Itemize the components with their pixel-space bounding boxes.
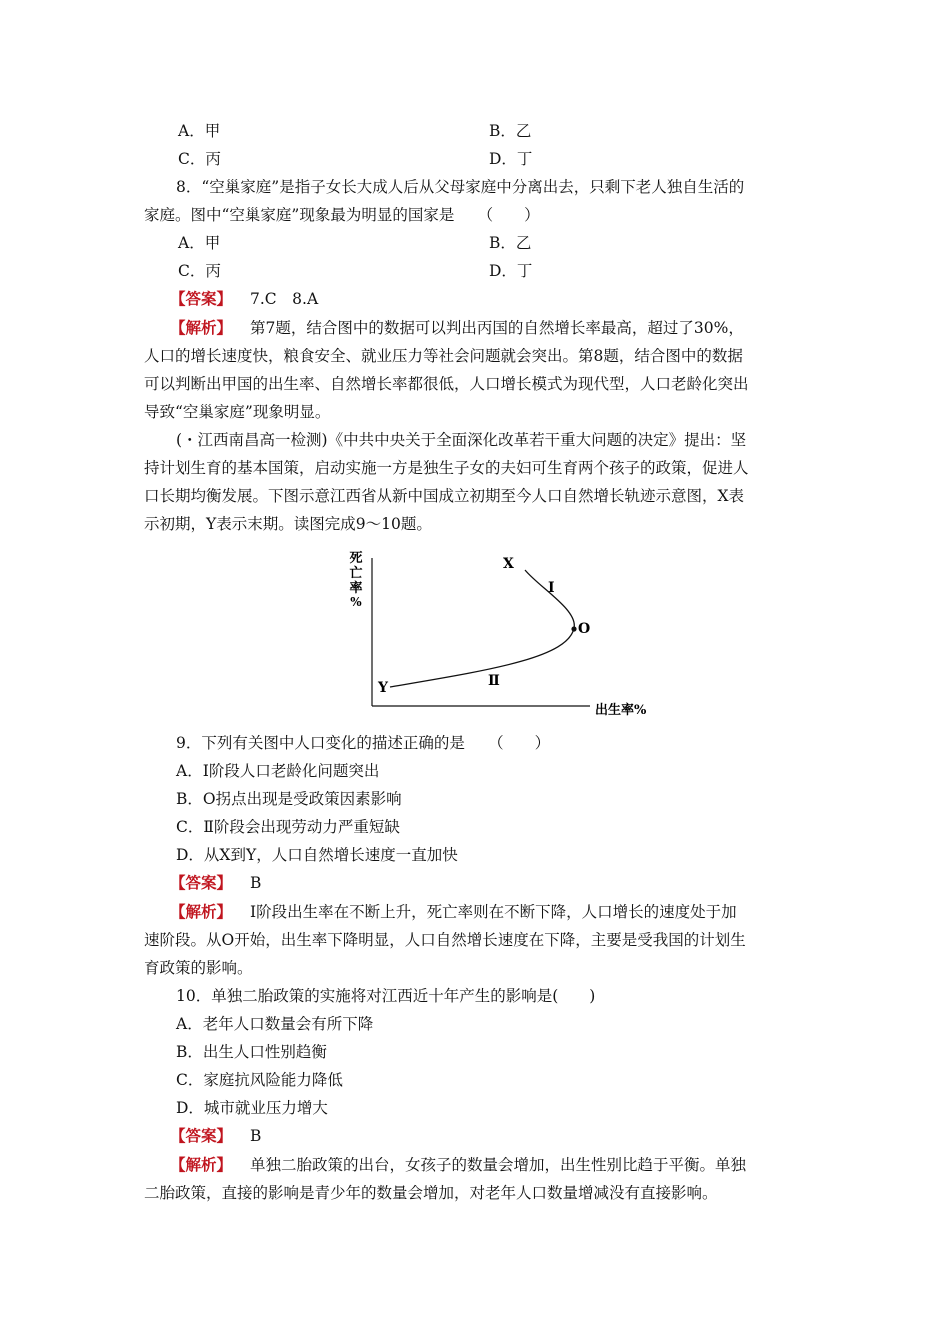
q8-option-c: C．丙 xyxy=(178,262,221,280)
explanation-7-8-line4: 导致“空巢家庭”现象明显。 xyxy=(144,403,331,421)
explanation-10-line1 xyxy=(170,1155,746,1175)
intro-line1: (・江西南昌高一检测)《中共中央关于全面深化改革若干重大问题的决定》提出：坚 xyxy=(176,431,747,449)
y-axis-label-char-3: 率 xyxy=(349,581,363,596)
explanation-tag: 【解析】 xyxy=(170,902,233,921)
answer-tag: 【答案】 xyxy=(170,873,233,892)
inflection-point-o xyxy=(571,626,576,631)
segment-i-label: I xyxy=(548,580,555,596)
q8-stem-line1: 8．“空巢家庭”是指子女长大成人后从父母家庭中分离出去，只剩下老人独自生活的 xyxy=(176,178,745,196)
q9-option-b: B．O拐点出现是受政策因素影响 xyxy=(176,790,402,808)
explanation-7-8-line1 xyxy=(170,318,744,338)
answer-10 xyxy=(170,1126,261,1146)
explanation-9-line1 xyxy=(170,902,737,922)
q10-option-c: C．家庭抗风险能力降低 xyxy=(176,1071,343,1089)
answer-9 xyxy=(170,873,261,893)
q8-option-b: B．乙 xyxy=(489,234,532,252)
explanation-7-8-line3: 可以判断出甲国的出生率、自然增长率都很低，人口增长模式为现代型，人口老龄化突出 xyxy=(144,375,749,393)
point-o-label: O xyxy=(578,621,591,637)
answer-text: B xyxy=(250,1127,262,1145)
explanation-text: 第7题，结合图中的数据可以判出丙国的自然增长率最高，超过了30%， xyxy=(250,319,744,337)
q7-option-c: C．丙 xyxy=(178,150,221,168)
answer-text: B xyxy=(250,874,262,892)
answer-text: 7.C 8.A xyxy=(250,290,319,308)
explanation-9-line2: 速阶段。从O开始，出生率下降明显，人口自然增长速度在下降，主要是受我国的计划生 xyxy=(144,931,746,949)
intro-line3: 口长期均衡发展。下图示意江西省从新中国成立初期至今人口自然增长轨迹示意图，X表 xyxy=(144,487,745,505)
q10-option-d: D．城市就业压力增大 xyxy=(176,1099,328,1117)
x-axis-label: 出生率% xyxy=(595,703,647,718)
intro-line2: 持计划生育的基本国策，启动实施一方是独生子女的夫妇可生育两个孩子的政策，促进人 xyxy=(144,459,749,477)
q7-option-b: B．乙 xyxy=(489,122,532,140)
explanation-tag: 【解析】 xyxy=(170,1155,233,1174)
segment-ii-label: Ⅱ xyxy=(488,673,500,689)
answer-tag: 【答案】 xyxy=(170,1126,233,1145)
answer-tag: 【答案】 xyxy=(170,289,233,308)
q8-stem-line2: 家庭。图中“空巢家庭”现象最为明显的国家是 （ ） xyxy=(144,206,540,224)
q10-option-b: B．出生人口性别趋衡 xyxy=(176,1043,327,1061)
y-axis-label-char-1: 死 xyxy=(349,551,363,566)
q7-option-a: A．甲 xyxy=(178,122,221,140)
q10-stem: 10．单独二胎政策的实施将对江西近十年产生的影响是( ) xyxy=(176,987,596,1005)
q10-option-a: A．老年人口数量会有所下降 xyxy=(176,1015,374,1033)
population-trajectory-chart xyxy=(340,540,660,725)
q9-option-a: A．Ⅰ阶段人口老龄化问题突出 xyxy=(176,762,380,780)
answer-7-8 xyxy=(170,289,318,309)
q7-option-d: D．丁 xyxy=(489,150,533,168)
q9-stem: 9．下列有关图中人口变化的描述正确的是 （ ） xyxy=(176,734,551,752)
y-axis-label-char-2: 亡 xyxy=(349,566,363,581)
q9-option-c: C．Ⅱ阶段会出现劳动力严重短缺 xyxy=(176,818,400,836)
point-x-label: X xyxy=(503,556,514,572)
explanation-text: 单独二胎政策的出台，女孩子的数量会增加，出生性别比趋于平衡。单独 xyxy=(250,1156,747,1174)
y-axis-label-char-4: % xyxy=(350,595,362,609)
explanation-10-line2: 二胎政策，直接的影响是青少年的数量会增加，对老年人口数量增减没有直接影响。 xyxy=(144,1184,718,1202)
point-y-label: Y xyxy=(378,680,388,696)
q8-option-a: A．甲 xyxy=(178,234,221,252)
explanation-tag: 【解析】 xyxy=(170,318,233,337)
explanation-9-line3: 育政策的影响。 xyxy=(144,959,253,977)
intro-line4: 示初期，Y表示末期。读图完成9～10题。 xyxy=(144,515,432,533)
q8-option-d: D．丁 xyxy=(489,262,533,280)
explanation-7-8-line2: 人口的增长速度快，粮食安全、就业压力等社会问题就会突出。第8题，结合图中的数据 xyxy=(144,347,743,365)
trajectory-curve xyxy=(390,570,574,687)
q9-option-d: D．从X到Y，人口自然增长速度一直加快 xyxy=(176,846,458,864)
explanation-text: Ⅰ阶段出生率在不断上升，死亡率则在不断下降，人口增长的速度处于加 xyxy=(250,903,737,921)
